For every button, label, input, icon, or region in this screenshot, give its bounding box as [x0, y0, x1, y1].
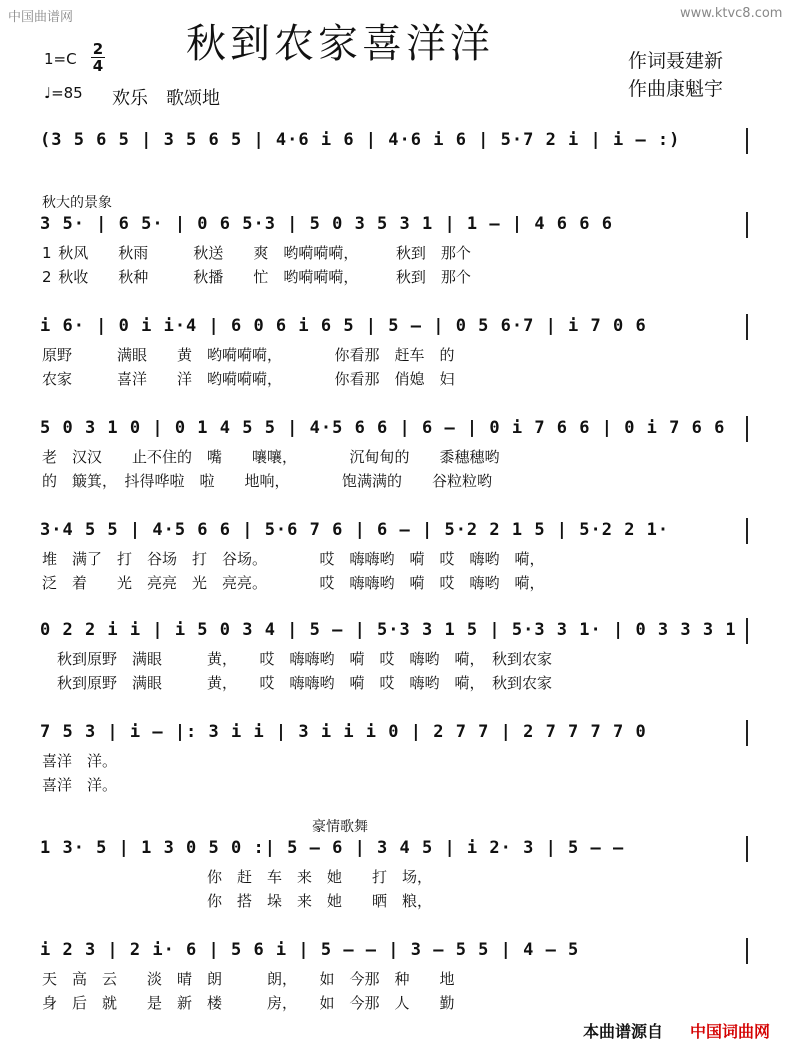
lyric-verse-2: 的 簸箕， 抖得哗啦 啦 地响， 饱满满的 谷粒粒哟: [42, 472, 493, 490]
footer-site-name: 中国词曲网: [690, 1022, 771, 1041]
notation-line: 0 2 2 i i | i 5 0 3 4 | 5 – | 5·3 3 1 5 | 5·3 3 1· | 0 3 3 3 1: [40, 620, 737, 640]
notation-line: 3 5· | 6 5· | 0 6 5·3 | 5 0 3 5 3 1 | 1 – | 4 6 6 6: [40, 214, 613, 234]
system-end-barline: [746, 212, 748, 238]
notation-line: i 2 3 | 2 i· 6 | 5 6 i | 5 – – | 3 – 5 5 | 4 – 5: [40, 940, 580, 960]
key-signature: 1=C: [44, 50, 77, 68]
system-end-barline: [746, 836, 748, 862]
composer-credit: 作曲康魁宇: [628, 78, 724, 100]
notation-line: 5 0 3 1 0 | 0 1 4 5 5 | 4·5 6 6 | 6 – | 0 i 7 6 6 | 0 i 7 6 6: [40, 418, 726, 438]
meter-bottom: 4: [92, 57, 104, 75]
lyric-verse-1: 你 赶 车 来 她 打 场，: [42, 868, 433, 886]
song-title: 秋到农家喜洋洋: [186, 21, 494, 67]
notation-line: i 6· | 0 i i·4 | 6 0 6 i 6 5 | 5 – | 0 5 6·7 | i 7 0 6: [40, 316, 647, 336]
system-end-barline: [746, 128, 748, 154]
lyric-verse-2: 泛 着 光 亮亮 光 亮亮。 哎 嗨嗨哟 嗬 哎 嗨哟 嗬，: [42, 574, 545, 592]
system-end-barline: [746, 618, 748, 644]
lyric-verse-1: 堆 满了 打 谷场 打 谷场。 哎 嗨嗨哟 嗬 哎 嗨哟 嗬，: [42, 550, 545, 568]
lyric-verse-2: 2 秋收 秋种 秋播 忙 哟嗬嗬嗬， 秋到 那个: [42, 268, 471, 286]
notation-line: (3 5 6 5 | 3 5 6 5 | 4·6 i 6 | 4·6 i 6 | 5·7 2 i | i – :): [40, 130, 681, 150]
notation-line: 7 5 3 | i – |: 3 i i | 3 i i i 0 | 2 7 7 | 2 7 7 7 7 0: [40, 722, 647, 742]
system-end-barline: [746, 720, 748, 746]
system-end-barline: [746, 314, 748, 340]
lyric-verse-2: 喜洋 洋。: [42, 776, 118, 794]
system-end-barline: [746, 518, 748, 544]
lyric-verse-1: 1 秋风 秋雨 秋送 爽 哟嗬嗬嗬， 秋到 那个: [42, 244, 471, 262]
notation-line: 3·4 5 5 | 4·5 6 6 | 5·6 7 6 | 6 – | 5·2 2 1 5 | 5·2 2 1·: [40, 520, 670, 540]
meter-top: 2: [92, 40, 104, 58]
section-marking: 豪情歌舞: [312, 819, 368, 835]
notation-line: 1 3· 5 | 1 3 0 5 0 :| 5 – 6 | 3 4 5 | i 2· 3 | 5 – –: [40, 838, 625, 858]
watermark-left: 中国曲谱网: [8, 10, 74, 25]
section-marking: 秋大的景象: [42, 195, 112, 211]
lyric-verse-2: 农家 喜洋 洋 哟嗬嗬嗬， 你看那 俏媳 妇: [42, 370, 455, 388]
system-end-barline: [746, 416, 748, 442]
lyricist-credit: 作词聂建新: [628, 50, 724, 72]
footer-source-label: 本曲谱源自: [583, 1022, 664, 1041]
lyric-verse-2: 你 搭 垛 来 她 晒 粮，: [42, 892, 433, 910]
lyric-verse-1: 老 汉汉 止不住的 嘴 嚷嚷， 沉甸甸的 黍穗穗哟: [42, 448, 500, 466]
watermark-right: www.ktvc8.com: [680, 6, 783, 21]
expression-marking: 欢乐 歌颂地: [112, 88, 220, 109]
tempo-marking: ♩=85: [44, 84, 83, 102]
lyric-verse-1: 秋到原野 满眼 黄， 哎 嗨嗨哟 嗬 哎 嗨哟 嗬， 秋到农家: [42, 650, 553, 668]
time-signature: [91, 42, 105, 73]
lyric-verse-2: 秋到原野 满眼 黄， 哎 嗨嗨哟 嗬 哎 嗨哟 嗬， 秋到农家: [42, 674, 553, 692]
lyric-verse-1: 天 高 云 淡 晴 朗 朗， 如 今那 种 地: [42, 970, 455, 988]
lyric-verse-1: 喜洋 洋。: [42, 752, 118, 770]
system-end-barline: [746, 938, 748, 964]
lyric-verse-1: 原野 满眼 黄 哟嗬嗬嗬， 你看那 赶车 的: [42, 346, 455, 364]
lyric-verse-2: 身 后 就 是 新 楼 房， 如 今那 人 勤: [42, 994, 455, 1012]
